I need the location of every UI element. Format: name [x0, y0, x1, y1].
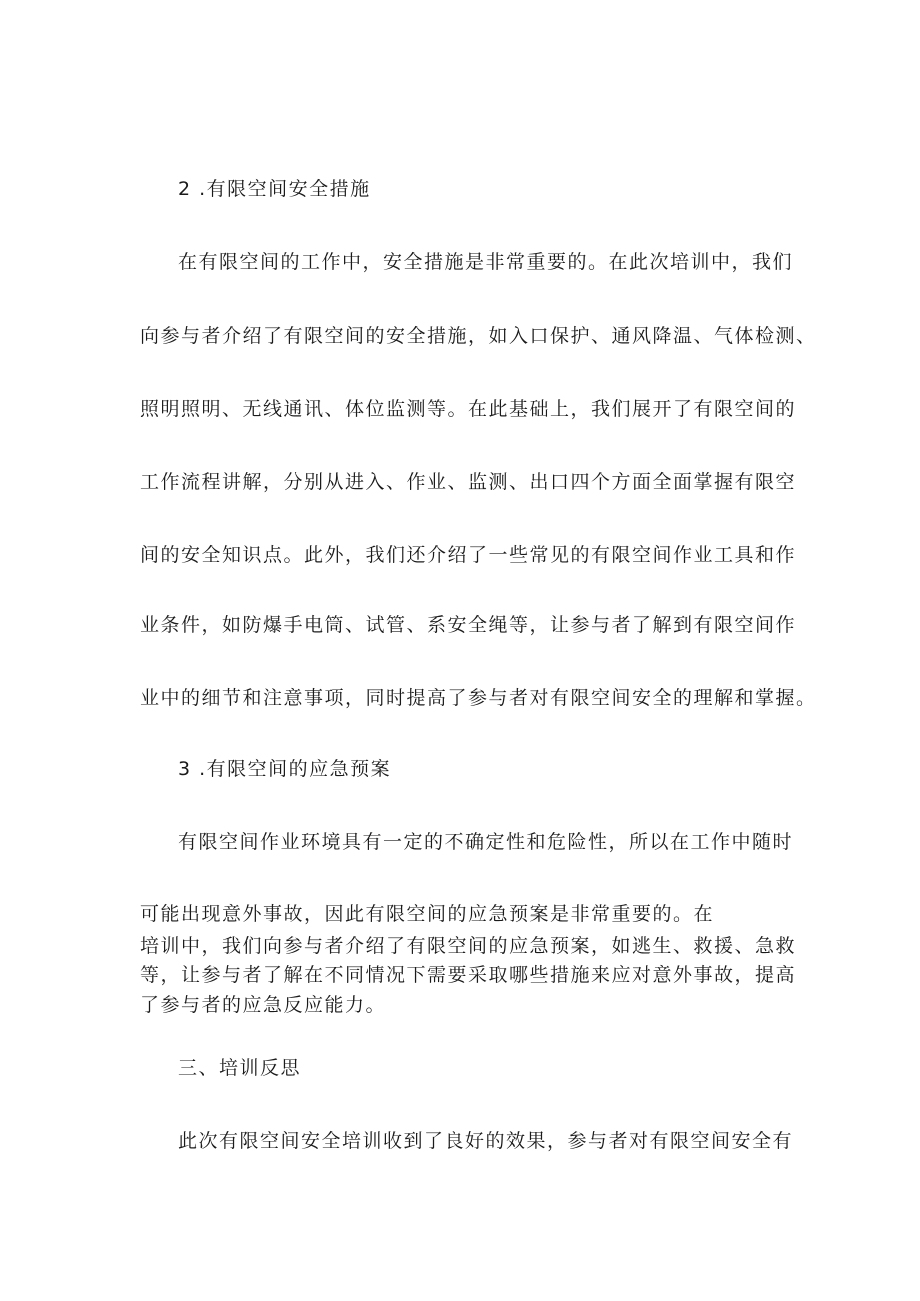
section-heading-emergency-plan: 3 .有限空间的应急预案	[178, 758, 392, 780]
section-heading-safety-measures: 2 .有限空间安全措施	[178, 178, 371, 200]
paragraph-line: 在有限空间的工作中，安全措施是非常重要的。在此次培训中，我们	[178, 251, 794, 273]
paragraph-line: 照明照明、无线通讯、体位监测等。在此基础上，我们展开了有限空间的	[140, 398, 797, 420]
paragraph-line: 有限空间作业环境具有一定的不确定性和危险性，所以在工作中随时	[178, 831, 794, 853]
paragraph-line: 此次有限空间安全培训收到了良好的效果，参与者对有限空间安全有	[178, 1130, 794, 1152]
paragraph-line: 等，让参与者了解在不同情况下需要采取哪些措施来应对意外事故，提高	[140, 964, 797, 986]
paragraph-line: 业中的细节和注意事项，同时提高了参与者对有限空间安全的理解和掌握。	[140, 687, 817, 709]
section-heading-training-reflection: 三、培训反思	[178, 1057, 302, 1079]
paragraph-line: 向参与者介绍了有限空间的安全措施，如入口保护、通风降温、气体检测、	[140, 325, 817, 347]
paragraph-line: 了参与者的应急反应能力。	[140, 994, 387, 1016]
paragraph-line: 培训中，我们向参与者介绍了有限空间的应急预案，如逃生、救援、急救	[140, 935, 797, 957]
paragraph-line: 可能出现意外事故，因此有限空间的应急预案是非常重要的。在	[140, 903, 715, 925]
paragraph-line: 业条件，如防爆手电筒、试管、系安全绳等，让参与者了解到有限空间作	[140, 614, 797, 636]
paragraph-line: 工作流程讲解，分别从进入、作业、监测、出口四个方面全面掌握有限空	[140, 471, 797, 493]
paragraph-line: 间的安全知识点。此外，我们还介绍了一些常见的有限空间作业工具和作	[140, 544, 797, 566]
